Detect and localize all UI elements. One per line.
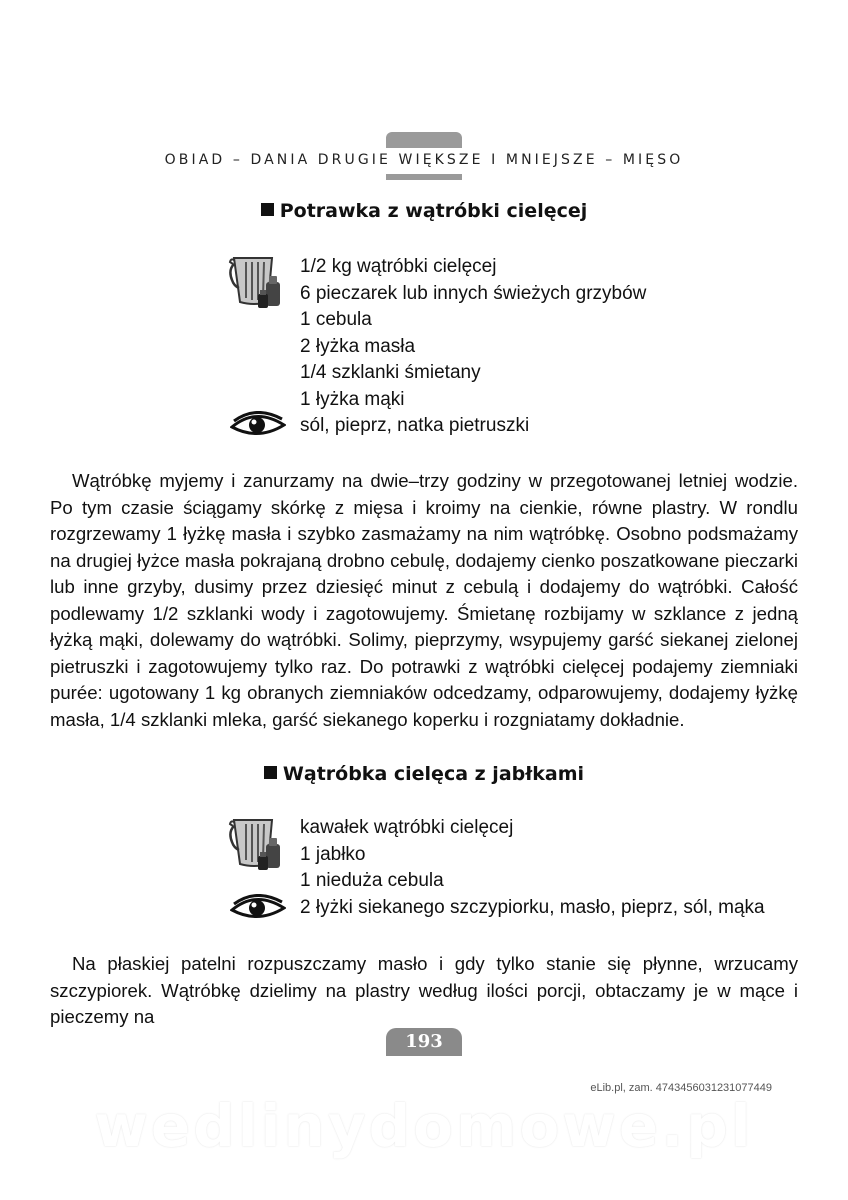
order-stamp: eLib.pl, zam. 4743456031231077449 (590, 1082, 772, 1094)
section-header: OBIAD – DANIA DRUGIE WIĘKSZE I MNIEJSZE – MIĘSO (164, 152, 684, 168)
ingredient-item: 1/4 szklanki śmietany (300, 362, 481, 383)
ingredient-item: 1 jabłko (300, 843, 366, 865)
measuring-jug-icon (228, 816, 288, 872)
measuring-jug-icon (228, 254, 288, 310)
ingredient-item: 2 łyżki siekanego szczypiorku, masło, pieprz, sól, mąka (300, 896, 765, 918)
recipe-2-title-text: Wątróbka cielęca z jabłkami (282, 763, 585, 785)
recipe-1-ingredients (300, 254, 646, 440)
ingredient-item: 1 nieduża cebula (300, 870, 444, 891)
ingredient-item: 2 łyżka masła (300, 335, 416, 357)
recipe-2-instructions: Na płaskiej patelni rozpuszczamy masło i gdy tylko stanie się płynne, wrzucamy szczypiorek. Wątróbkę dzielimy na plastry według ilości porcji, obtaczamy je w mące i pieczemy na (50, 953, 798, 1027)
watermark: wedlinydomowe.pl (94, 1092, 754, 1160)
recipe-2-ingredients (300, 815, 765, 921)
header-bar-decoration (386, 174, 462, 180)
recipe-1-instructions: Wątróbkę myjemy i zanurzamy na dwie–trzy godziny w przegotowanej letniej wodzie. Po tym czasie ściągamy skórkę z mięsa i kroimy na cienkie, równe plastry. W rondlu rozgrzewamy 1 łyżkę masła i szybko zasmażamy na nim wątróbkę. Osobno podsmażamy na drugiej łyżce masła pokrajaną drobno cebulę, dodajemy cienko poszatkowane pieczarki lub inne grzyby, dusimy przez dziesięć minut z cebulą i dodajemy do wątróbki. Całość podlewamy 1/2 szklanki wody i zagotowujemy. Śmietanę rozbijamy w szklance z jedną łyżką mąki, dolewamy do wątróbki. Solimy, pieprzymy, wsypujemy garść siekanej zielonej pietruszki i zagotowujemy tylko raz. Do potrawki z wątróbki cielęcej podajemy ziemniaki purée: ugotowany 1 kg obranych ziemniaków odcedzamy, odparowujemy, dodajemy łyżkę masła, 1/4 szklanki mleka, garść siekanego koperku i rozgniatamy dokładnie. (50, 470, 798, 730)
bullet-square-icon (264, 766, 277, 779)
ingredient-item: 1 łyżka mąki (300, 388, 405, 410)
recipe-1-title (0, 200, 848, 222)
page-number: 193 (386, 1028, 462, 1056)
recipe-1-title-text: Potrawka z wątróbki cielęcej (279, 200, 588, 222)
recipe-2-title (0, 763, 848, 785)
ingredient-item: 6 pieczarek lub innych świeżych grzybów (300, 282, 647, 304)
ingredient-item: 1 cebula (300, 309, 372, 330)
ingredient-item: kawałek wątróbki cielęcej (300, 817, 514, 838)
header-tab-decoration (386, 132, 462, 148)
ingredient-item: 1/2 kg wątróbki cielęcej (300, 256, 497, 277)
eye-icon (230, 894, 286, 922)
ingredient-item: sól, pieprz, natka pietruszki (300, 415, 530, 436)
eye-icon (230, 411, 286, 439)
bullet-square-icon (261, 203, 274, 216)
